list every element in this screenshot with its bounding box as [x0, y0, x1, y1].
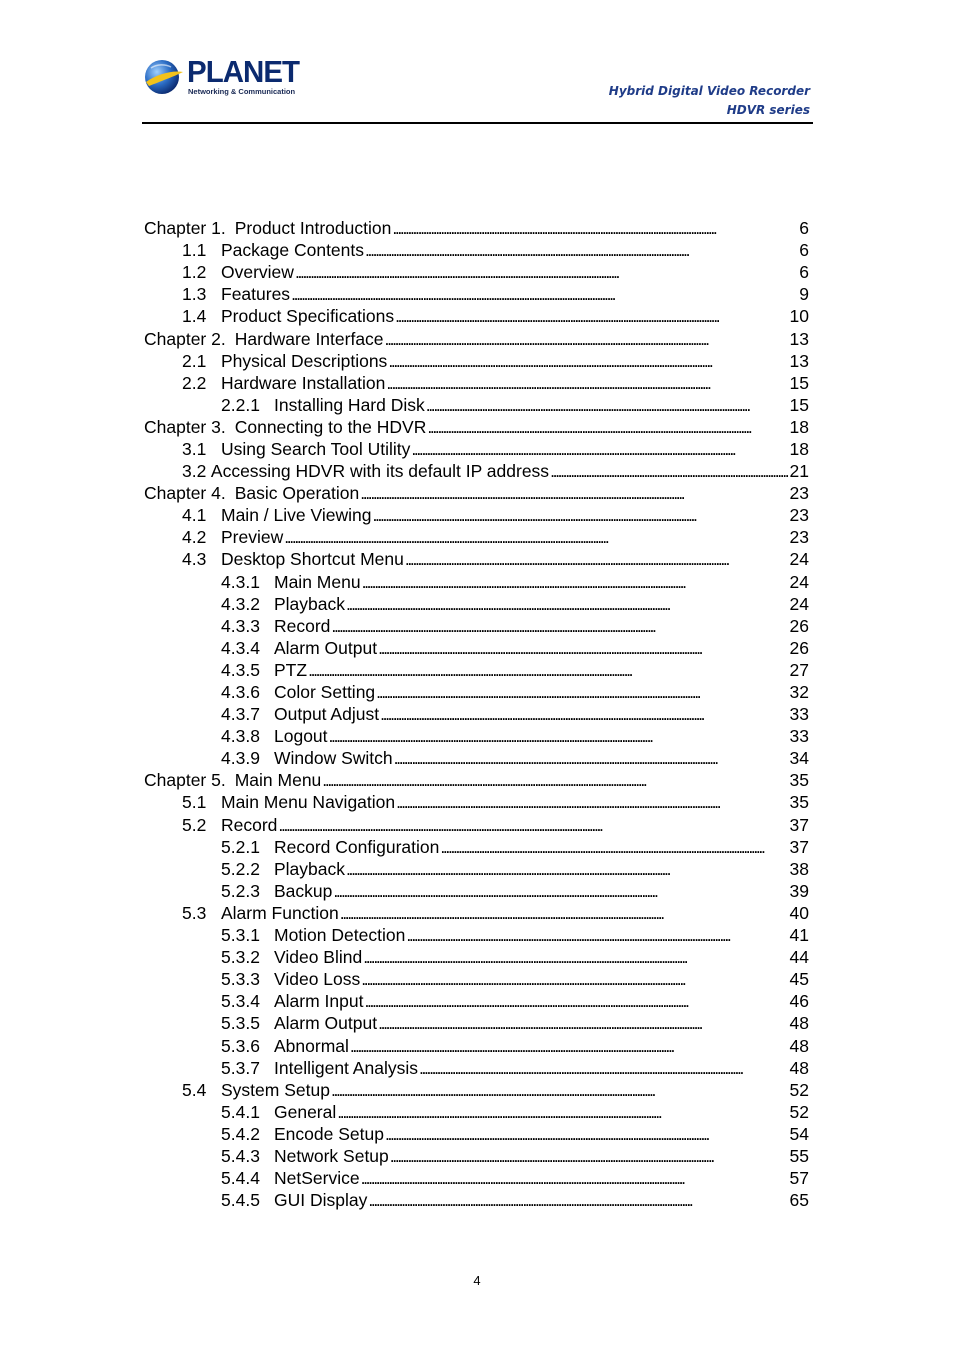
toc-entry[interactable]	[144, 659, 809, 681]
toc-entry-page: 24	[789, 549, 809, 570]
toc-entry-number: 1.2	[182, 262, 207, 283]
toc-entry-title: Alarm Function	[221, 902, 339, 923]
toc-entry-page: 45	[789, 969, 809, 990]
toc-entry-title: Desktop Shortcut Menu	[221, 549, 404, 570]
toc-entry-page: 35	[789, 770, 809, 791]
toc-dot-leader	[396, 791, 788, 813]
toc-entry[interactable]	[144, 261, 809, 283]
toc-entry-title: Product Introduction	[234, 218, 392, 239]
toc-entry-title: Accessing HDVR with its default IP address	[210, 461, 550, 482]
toc-entry-page: 33	[789, 704, 809, 725]
toc-entry[interactable]	[144, 217, 809, 239]
toc-entry-title: Using Search Tool Utility	[221, 438, 411, 459]
toc-entry-title: Alarm Output	[274, 1013, 378, 1034]
toc-entry[interactable]	[144, 1145, 809, 1167]
toc-entry-page: 34	[789, 748, 809, 769]
toc-entry-number: 4.3.9	[221, 748, 260, 769]
toc-entry-title: Main Menu Navigation	[221, 792, 396, 813]
logo-wordmark: PLANET	[187, 54, 300, 89]
toc-entry[interactable]	[144, 571, 809, 593]
toc-entry-title: Package Contents	[221, 240, 365, 261]
toc-entry-number: 5.2.3	[221, 880, 260, 901]
toc-dot-leader	[333, 880, 788, 902]
toc-entry-number: 4.3.5	[221, 659, 260, 680]
toc-entry-page: 24	[789, 593, 809, 614]
toc-dot-leader	[308, 659, 788, 681]
toc-entry-title: Preview	[221, 527, 284, 548]
toc-entry[interactable]	[144, 814, 809, 836]
toc-entry-page: 44	[789, 947, 809, 968]
toc-entry[interactable]	[144, 350, 809, 372]
toc-entry[interactable]	[144, 1034, 809, 1056]
toc-dot-leader	[278, 814, 788, 836]
toc-entry-number: 5.3.2	[221, 947, 260, 968]
toc-entry-page: 48	[789, 1013, 809, 1034]
toc-entry-page: 13	[789, 328, 809, 349]
toc-entry-page: 6	[799, 240, 809, 261]
toc-entry[interactable]	[144, 703, 809, 725]
toc-entry-number: 5.2.1	[221, 836, 260, 857]
toc-entry-title: Window Switch	[274, 748, 393, 769]
toc-entry-number: 4.3.1	[221, 571, 260, 592]
toc-entry-page: 48	[789, 1035, 809, 1056]
toc-entry-number: 4.3.7	[221, 704, 260, 725]
toc-entry-page: 23	[789, 527, 809, 548]
toc-entry-number: Chapter 3.	[144, 416, 226, 437]
toc-entry-number: Chapter 2.	[144, 328, 226, 349]
toc-entry-number: 4.3	[182, 549, 207, 570]
toc-dot-leader	[392, 217, 798, 239]
toc-entry-number: 4.3.3	[221, 615, 260, 636]
toc-entry-page: 38	[789, 858, 809, 879]
toc-entry-number: 3.2	[182, 461, 207, 482]
toc-entry-number: 5.3.7	[221, 1057, 260, 1078]
logo-tagline: Networking & Communication	[188, 87, 296, 96]
toc-entry-title: Main Menu	[274, 571, 361, 592]
toc-dot-leader	[331, 615, 788, 637]
toc-entry[interactable]	[144, 372, 809, 394]
toc-dot-leader	[376, 681, 788, 703]
toc-entry-page: 37	[789, 814, 809, 835]
toc-entry-number: 2.2	[182, 372, 207, 393]
toc-entry[interactable]	[144, 769, 809, 791]
toc-entry-title: Color Setting	[274, 682, 376, 703]
toc-entry-page: 52	[789, 1101, 809, 1122]
toc-entry-page: 39	[789, 880, 809, 901]
toc-dot-leader	[390, 1145, 789, 1167]
toc-entry-title: Alarm Input	[274, 991, 364, 1012]
toc-entry[interactable]	[144, 858, 809, 880]
toc-entry[interactable]	[144, 615, 809, 637]
toc-dot-leader	[427, 416, 788, 438]
page-number: 4	[473, 1273, 481, 1288]
toc-entry[interactable]	[144, 791, 809, 813]
toc-entry-title: Features	[221, 284, 291, 305]
toc-entry-number: Chapter 5.	[144, 770, 226, 791]
toc-dot-leader	[365, 239, 798, 261]
toc-entry-number: 4.2	[182, 527, 207, 548]
toc-dot-leader	[364, 990, 788, 1012]
toc-entry-page: 21	[789, 461, 809, 482]
toc-entry[interactable]	[144, 504, 809, 526]
toc-entry-title: Record	[274, 615, 331, 636]
toc-entry[interactable]	[144, 593, 809, 615]
toc-entry-title: Hardware Interface	[234, 328, 384, 349]
toc-entry-number: 5.4.1	[221, 1101, 260, 1122]
toc-entry[interactable]	[144, 1123, 809, 1145]
toc-entry-number: 5.3	[182, 902, 207, 923]
toc-entry-title: Physical Descriptions	[221, 350, 388, 371]
toc-entry-title: Abnormal	[274, 1035, 349, 1056]
toc-entry-page: 15	[789, 394, 809, 415]
toc-entry-title: Encode Setup	[274, 1123, 384, 1144]
toc-entry-number: 5.2.2	[221, 858, 260, 879]
toc-entry-title: Video Loss	[274, 969, 361, 990]
toc-entry-page: 6	[799, 262, 809, 283]
toc-entry[interactable]	[144, 1057, 809, 1079]
toc-dot-leader	[385, 1123, 789, 1145]
toc-entry-page: 40	[789, 902, 809, 923]
toc-entry-page: 32	[789, 682, 809, 703]
table-of-contents	[144, 217, 809, 1211]
toc-entry-title: Video Blind	[274, 947, 363, 968]
toc-dot-leader	[291, 283, 798, 305]
toc-entry[interactable]	[144, 747, 809, 769]
toc-entry-title: Basic Operation	[234, 483, 360, 504]
toc-dot-leader	[419, 1057, 789, 1079]
toc-entry-number: 4.3.6	[221, 682, 260, 703]
toc-entry-number: 2.2.1	[221, 394, 260, 415]
toc-entry[interactable]	[144, 968, 809, 990]
toc-entry-title: Playback	[274, 593, 346, 614]
toc-entry-number: 5.3.5	[221, 1013, 260, 1034]
toc-entry-title: Playback	[274, 858, 346, 879]
toc-entry[interactable]	[144, 836, 809, 858]
toc-entry[interactable]	[144, 482, 809, 504]
toc-entry-page: 52	[789, 1079, 809, 1100]
toc-entry-number: Chapter 4.	[144, 483, 226, 504]
toc-dot-leader	[363, 946, 788, 968]
document-title	[609, 82, 810, 120]
toc-entry[interactable]	[144, 725, 809, 747]
document-title-line2: HDVR series	[726, 103, 810, 117]
toc-entry[interactable]	[144, 1079, 809, 1101]
toc-entry-page: 6	[799, 218, 809, 239]
toc-entry-number: 5.3.1	[221, 925, 260, 946]
toc-dot-leader	[368, 1189, 788, 1211]
toc-dot-leader	[361, 968, 788, 990]
toc-entry-title: System Setup	[221, 1079, 330, 1100]
toc-entry[interactable]	[144, 637, 809, 659]
toc-dot-leader	[378, 1012, 788, 1034]
toc-entry[interactable]	[144, 946, 809, 968]
toc-entry-number: Chapter 1.	[144, 218, 226, 239]
toc-entry-title: GUI Display	[274, 1190, 368, 1211]
toc-entry-page: 15	[789, 372, 809, 393]
toc-entry[interactable]	[144, 681, 809, 703]
toc-entry-number: 5.3.6	[221, 1035, 260, 1056]
toc-entry-page: 46	[789, 991, 809, 1012]
toc-entry-page: 57	[789, 1168, 809, 1189]
toc-dot-leader	[340, 902, 789, 924]
toc-entry[interactable]	[144, 283, 809, 305]
toc-dot-leader	[440, 836, 788, 858]
toc-entry[interactable]	[144, 880, 809, 902]
toc-entry-title: NetService	[274, 1168, 360, 1189]
toc-entry-page: 10	[789, 306, 809, 327]
toc-entry-page: 48	[789, 1057, 809, 1078]
toc-dot-leader	[350, 1035, 789, 1057]
toc-entry-number: 5.4.2	[221, 1123, 260, 1144]
toc-dot-leader	[378, 637, 788, 659]
toc-entry[interactable]	[144, 1012, 809, 1034]
toc-entry-number: 5.4.3	[221, 1145, 260, 1166]
toc-dot-leader	[394, 747, 789, 769]
toc-dot-leader	[331, 1079, 789, 1101]
toc-entry-page: 54	[789, 1123, 809, 1144]
toc-entry-title: Intelligent Analysis	[274, 1057, 418, 1078]
toc-entry-page: 27	[789, 659, 809, 680]
toc-entry-title: Main / Live Viewing	[221, 505, 372, 526]
toc-entry-page: 41	[789, 925, 809, 946]
toc-dot-leader	[426, 394, 789, 416]
toc-entry[interactable]	[144, 526, 809, 548]
planet-logo	[143, 56, 303, 100]
toc-dot-leader	[395, 305, 788, 327]
toc-entry-title: Overview	[221, 262, 294, 283]
toc-dot-leader	[329, 725, 789, 747]
toc-entry-title: Hardware Installation	[221, 372, 386, 393]
toc-entry[interactable]	[144, 548, 809, 570]
toc-dot-leader	[406, 924, 788, 946]
toc-entry[interactable]	[144, 990, 809, 1012]
toc-entry-number: 4.3.2	[221, 593, 260, 614]
toc-entry-number: 1.3	[182, 284, 207, 305]
toc-entry[interactable]	[144, 1167, 809, 1189]
toc-entry-title: Record	[221, 814, 278, 835]
toc-entry-number: 5.2	[182, 814, 207, 835]
toc-entry-page: 37	[789, 836, 809, 857]
toc-entry-page: 24	[789, 571, 809, 592]
toc-dot-leader	[386, 372, 788, 394]
header-rule	[142, 122, 813, 124]
toc-entry-title: Installing Hard Disk	[274, 394, 425, 415]
toc-entry-page: 35	[789, 792, 809, 813]
toc-entry-page: 9	[799, 284, 809, 305]
toc-dot-leader	[405, 548, 789, 570]
toc-entry-page: 33	[789, 726, 809, 747]
toc-entry-number: 1.4	[182, 306, 207, 327]
toc-entry-number: 1.1	[182, 240, 207, 261]
toc-dot-leader	[372, 504, 788, 526]
toc-entry-number: 5.4.5	[221, 1190, 260, 1211]
toc-entry-number: 4.1	[182, 505, 207, 526]
toc-entry-title: Record Configuration	[274, 836, 440, 857]
toc-entry-number: 5.4	[182, 1079, 207, 1100]
toc-entry-page: 26	[789, 637, 809, 658]
toc-dot-leader	[337, 1101, 788, 1123]
toc-dot-leader	[295, 261, 798, 283]
toc-dot-leader	[360, 482, 788, 504]
toc-entry[interactable]	[144, 327, 809, 349]
toc-entry-title: PTZ	[274, 659, 308, 680]
toc-entry-title: Motion Detection	[274, 925, 406, 946]
toc-dot-leader	[346, 593, 789, 615]
toc-entry-number: 5.1	[182, 792, 207, 813]
toc-entry-number: 5.3.4	[221, 991, 260, 1012]
document-title-line1: Hybrid Digital Video Recorder	[608, 84, 810, 98]
toc-entry[interactable]	[144, 438, 809, 460]
toc-entry-page: 26	[789, 615, 809, 636]
toc-entry-page: 65	[789, 1190, 809, 1211]
toc-entry-number: 5.3.3	[221, 969, 260, 990]
toc-dot-leader	[346, 858, 789, 880]
toc-dot-leader	[380, 703, 788, 725]
toc-entry[interactable]	[144, 416, 809, 438]
toc-dot-leader	[362, 571, 789, 593]
toc-entry-title: Product Specifications	[221, 306, 395, 327]
toc-entry-title: Main Menu	[234, 770, 322, 791]
toc-entry[interactable]	[144, 1101, 809, 1123]
toc-entry-title: Connecting to the HDVR	[234, 416, 427, 437]
toc-entry-title: Logout	[274, 726, 328, 747]
toc-entry-page: 13	[789, 350, 809, 371]
toc-entry-number: 4.3.8	[221, 726, 260, 747]
toc-entry[interactable]	[144, 239, 809, 261]
toc-entry-title: Network Setup	[274, 1145, 389, 1166]
toc-entry-title: Alarm Output	[274, 637, 378, 658]
toc-dot-leader	[322, 769, 788, 791]
toc-dot-leader	[284, 526, 788, 548]
toc-entry[interactable]	[144, 924, 809, 946]
toc-entry-title: General	[274, 1101, 337, 1122]
toc-entry-title: Backup	[274, 880, 333, 901]
toc-entry-title: Output Adjust	[274, 704, 380, 725]
globe-icon	[143, 56, 185, 98]
toc-entry[interactable]	[144, 305, 809, 327]
toc-entry[interactable]	[144, 394, 809, 416]
toc-entry[interactable]	[144, 1189, 809, 1211]
toc-entry[interactable]	[144, 902, 809, 924]
toc-dot-leader	[388, 350, 788, 372]
toc-entry-page: 55	[789, 1145, 809, 1166]
toc-dot-leader	[361, 1167, 789, 1189]
toc-dot-leader	[385, 328, 789, 350]
toc-entry-page: 23	[789, 483, 809, 504]
toc-entry-number: 5.4.4	[221, 1168, 260, 1189]
toc-entry-page: 23	[789, 505, 809, 526]
toc-entry-number: 3.1	[182, 438, 207, 459]
toc-dot-leader	[411, 438, 788, 460]
toc-entry-page: 18	[789, 416, 809, 437]
toc-entry-number: 4.3.4	[221, 637, 260, 658]
toc-entry[interactable]	[144, 460, 809, 482]
toc-dot-leader	[550, 460, 788, 482]
toc-entry-number: 2.1	[182, 350, 207, 371]
toc-entry-page: 18	[789, 438, 809, 459]
